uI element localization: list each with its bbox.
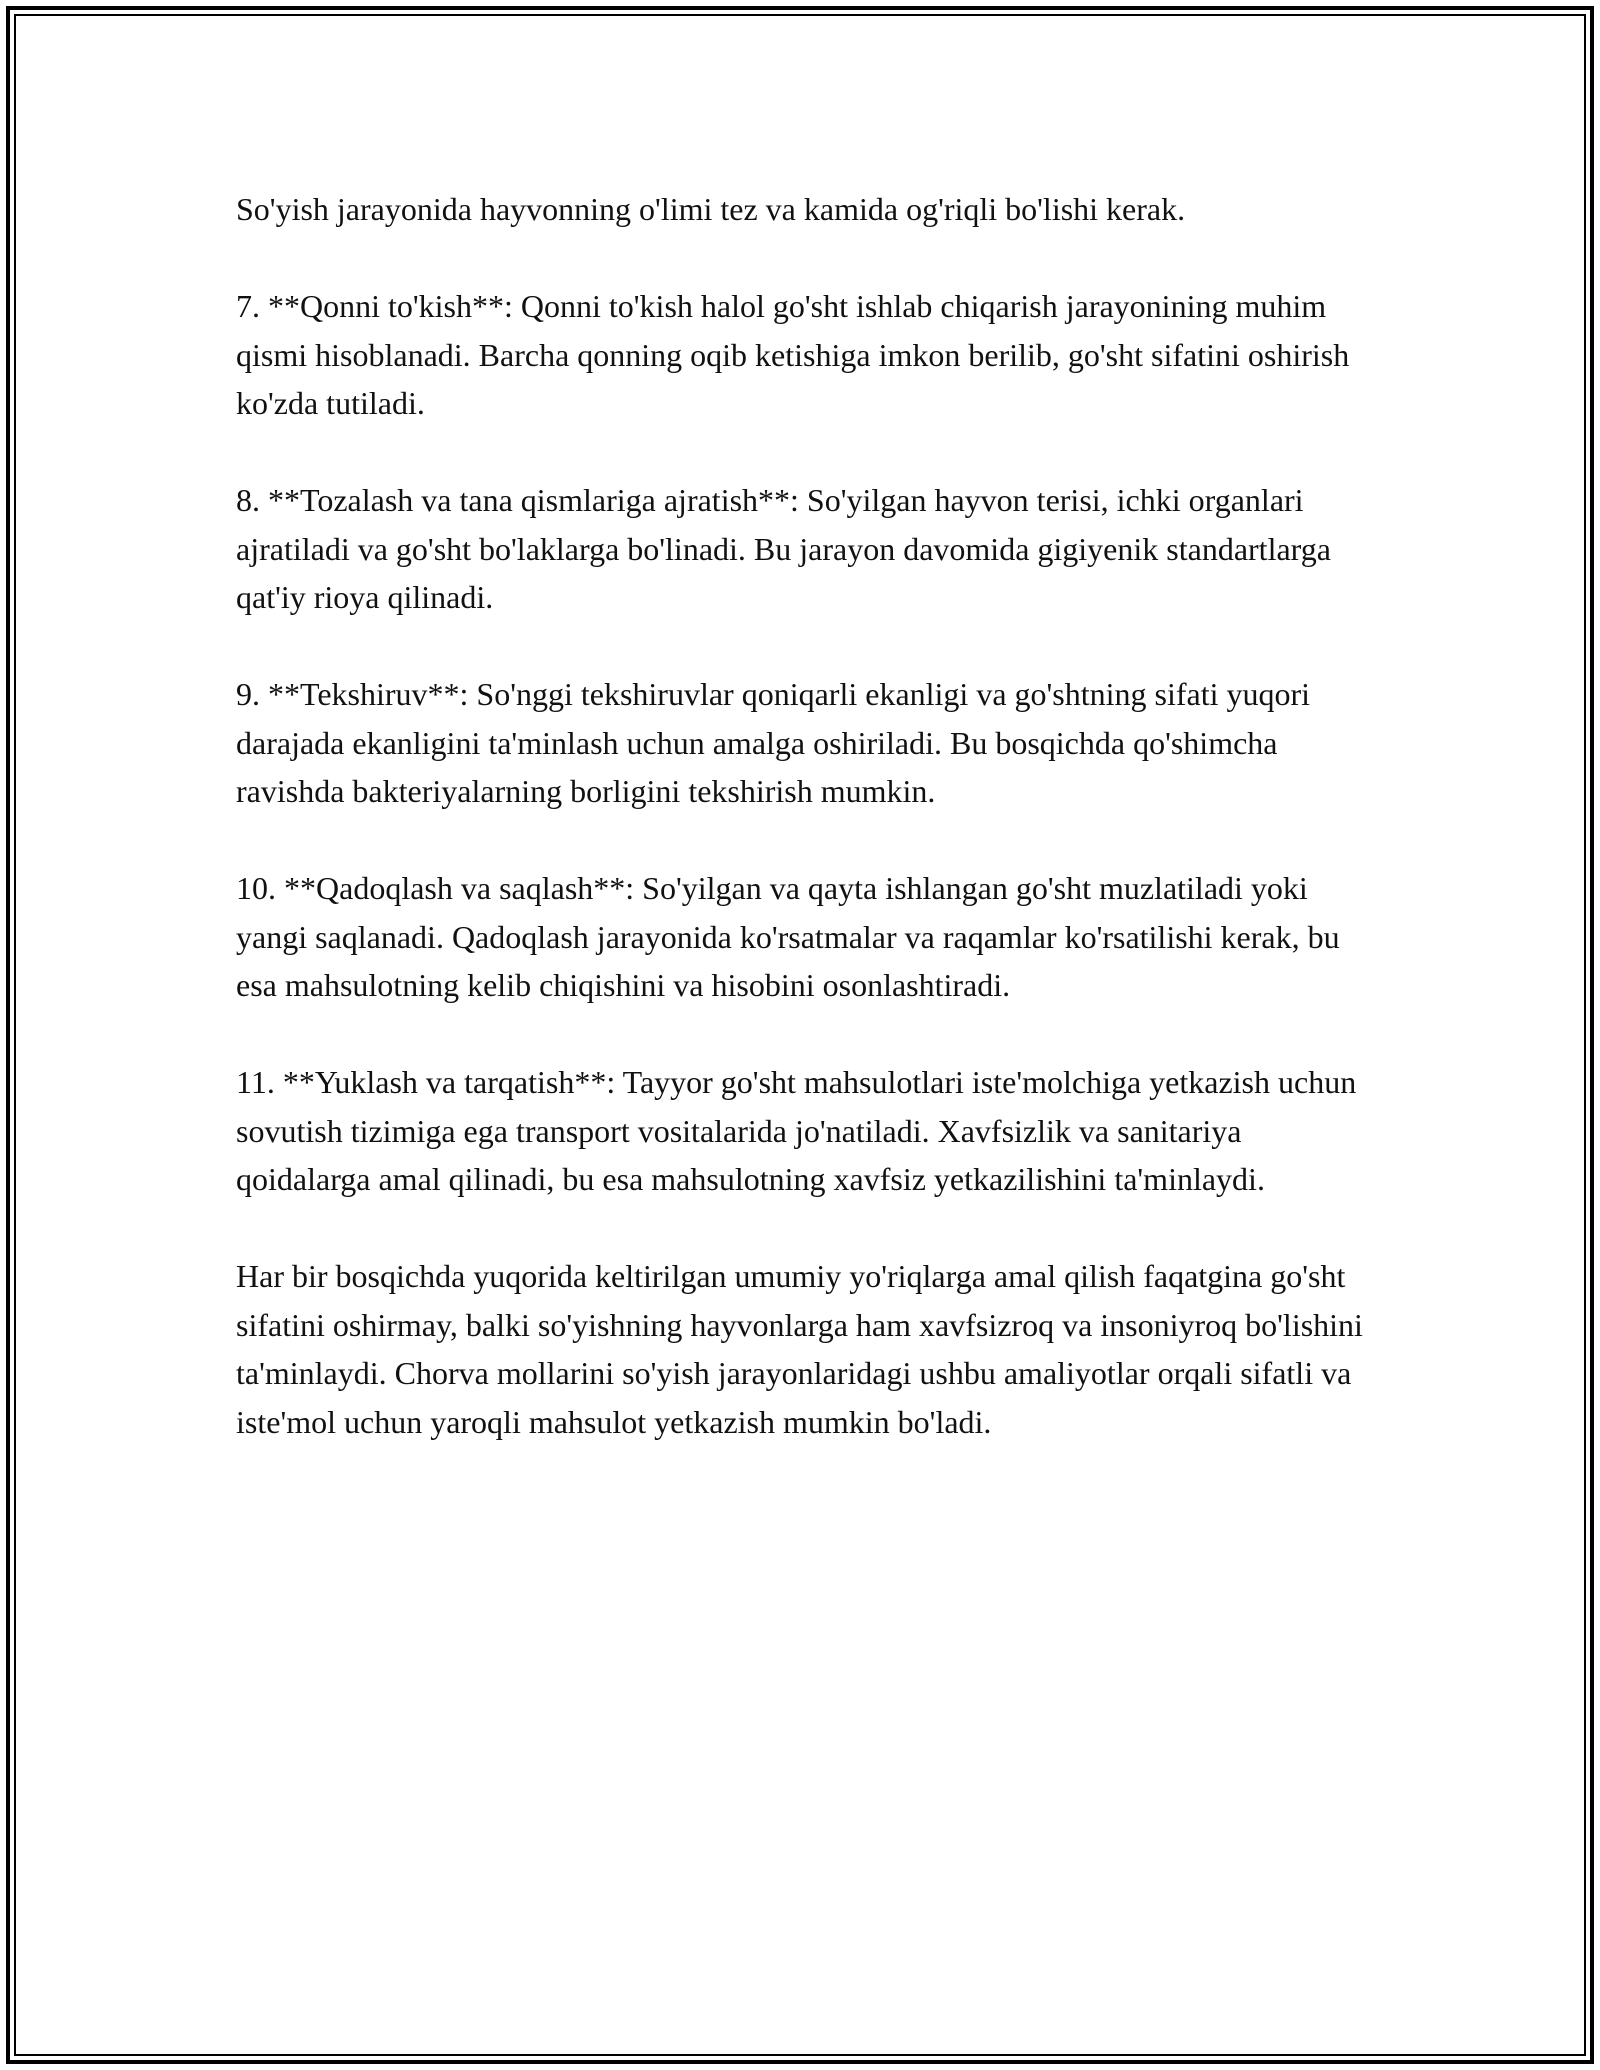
document-body xyxy=(236,185,1376,1495)
paragraph-step-8: 8. **Tozalash va tana qismlariga ajratish**: So'yilgan hayvon terisi, ichki organlari ajratiladi va go'sht bo'laklarga bo'linadi. Bu jarayon davomida gigiyenik standartlarga qat'iy rioya qilinadi. xyxy=(236,482,1331,615)
paragraph-intro: So'yish jarayonida hayvonning o'limi tez va kamida og'riqli bo'lishi kerak. xyxy=(236,191,1186,227)
paragraph-step-7: 7. **Qonni to'kish**: Qonni to'kish halol go'sht ishlab chiqarish jarayonining muhim qismi hisoblanadi. Barcha qonning oqib ketishiga imkon berilib, go'sht sifatini oshirish ko'zda tutiladi. xyxy=(236,288,1350,421)
paragraph-step-9: 9. **Tekshiruv**: So'nggi tekshiruvlar qoniqarli ekanligi va go'shtning sifati yuqori darajada ekanligini ta'minlash uchun amalga oshiriladi. Bu bosqichda qo'shimcha ravishda bakteriyalarning borligini tekshirish mumkin. xyxy=(236,676,1311,809)
paragraph-step-10: 10. **Qadoqlash va saqlash**: So'yilgan va qayta ishlangan go'sht muzlatiladi yoki yangi saqlanadi. Qadoqlash jarayonida ko'rsatmalar va raqamlar ko'rsatilishi kerak, bu esa mahsulotning kelib chiqishini va hisobini osonlashtiradi. xyxy=(236,870,1340,1003)
paragraph-step-11: 11. **Yuklash va tarqatish**: Tayyor go'sht mahsulotlari iste'molchiga yetkazish uchun sovutish tizimiga ega transport vositalarida jo'natiladi. Xavfsizlik va sanitariya qoidalarga amal qilinadi, bu esa mahsulotning xavfsiz yetkazilishini ta'minlaydi. xyxy=(236,1064,1357,1197)
paragraph-conclusion: Har bir bosqichda yuqorida keltirilgan umumiy yo'riqlarga amal qilish faqatgina go'sht sifatini oshirmay, balki so'yishning hayvonlarga ham xavfsizroq va insoniyroq bo'lishini ta'minlaydi. Chorva mollarini so'yish jarayonlaridagi ushbu amaliyotlar orqali sifatli va iste'mol uchun yaroqli mahsulot yetkazish mumkin bo'ladi. xyxy=(236,1258,1363,1440)
